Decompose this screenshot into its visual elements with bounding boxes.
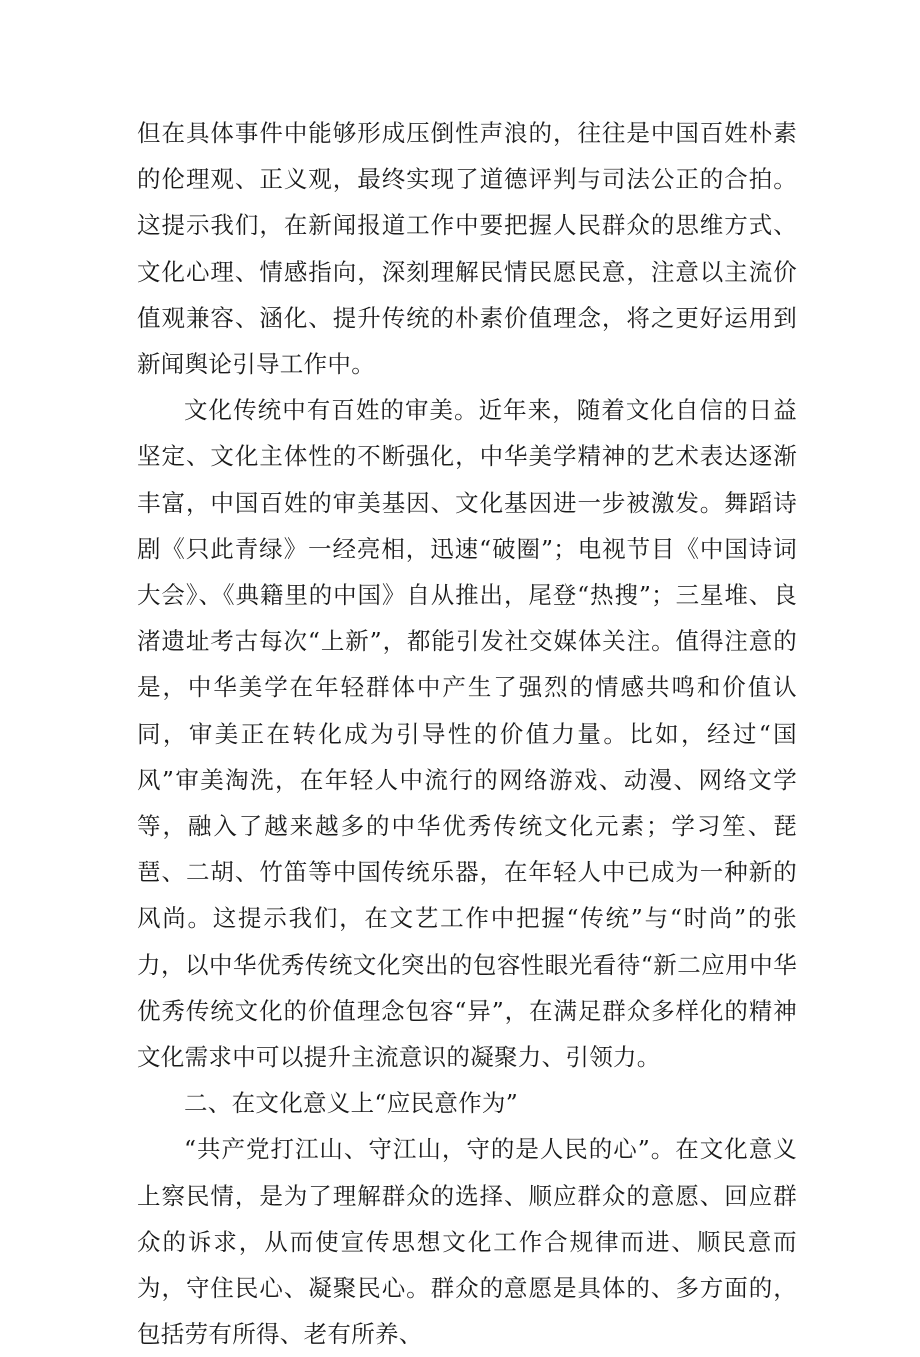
document-body: [137, 110, 797, 1357]
paragraph-1: 但在具体事件中能够形成压倒性声浪的，往往是中国百姓朴素的伦理观、正义观，最终实现了道德评判与司法公正的合拍。这提示我们，在新闻报道工作中要把握人民群众的思维方式、文化心理、情感指向，深刻理解民情民愿民意，注意以主流价值观兼容、涵化、提升传统的朴素价值理念，将之更好运用到新闻舆论引导工作中。: [137, 119, 797, 379]
paragraph-2: 文化传统中有百姓的审美。近年来，随着文化自信的日益坚定、文化主体性的不断强化，中华美学精神的艺术表达逐渐丰富，中国百姓的审美基因、文化基因进一步被激发。舞蹈诗剧《只此青绿》一经亮相，迅速“破圈”；电视节目《中国诗词大会》、《典籍里的中国》自从推出，尾登“热搜”；三星堆、良渚遗址考古每次“上新”，都能引发社交媒体关注。值得注意的是，中华美学在年轻群体中产生了强烈的情感共鸣和价值认同，审美正在转化成为引导性的价值力量。比如，经过“国风”审美淘洗，在年轻人中流行的网络游戏、动漫、网络文学等，融入了越来越多的中华优秀传统文化元素；学习笙、琵琶、二胡、竹笛等中国传统乐器，在年轻人中已成为一种新的风尚。这提示我们，在文艺工作中把握“传统”与“时尚”的张力，以中华优秀传统文化突出的包容性眼光看待“新二应用中华优秀传统文化的价值理念包容“异”，在满足群众多样化的精神文化需求中可以提升主流意识的凝聚力、引领力。: [137, 396, 797, 1072]
section-heading: 二、在文化意义上“应民意作为”: [184, 1089, 519, 1118]
paragraph-3: “共产党打江山、守江山，守的是人民的心”。在文化意义上察民情，是为了理解群众的选择、顺应群众的意愿、回应群众的诉求，从而使宣传思想文化工作合规律而进、顺民意而为，守住民心、凝聚民心。群众的意愿是具体的、多方面的，包括劳有所得、老有所养、: [137, 1135, 797, 1349]
